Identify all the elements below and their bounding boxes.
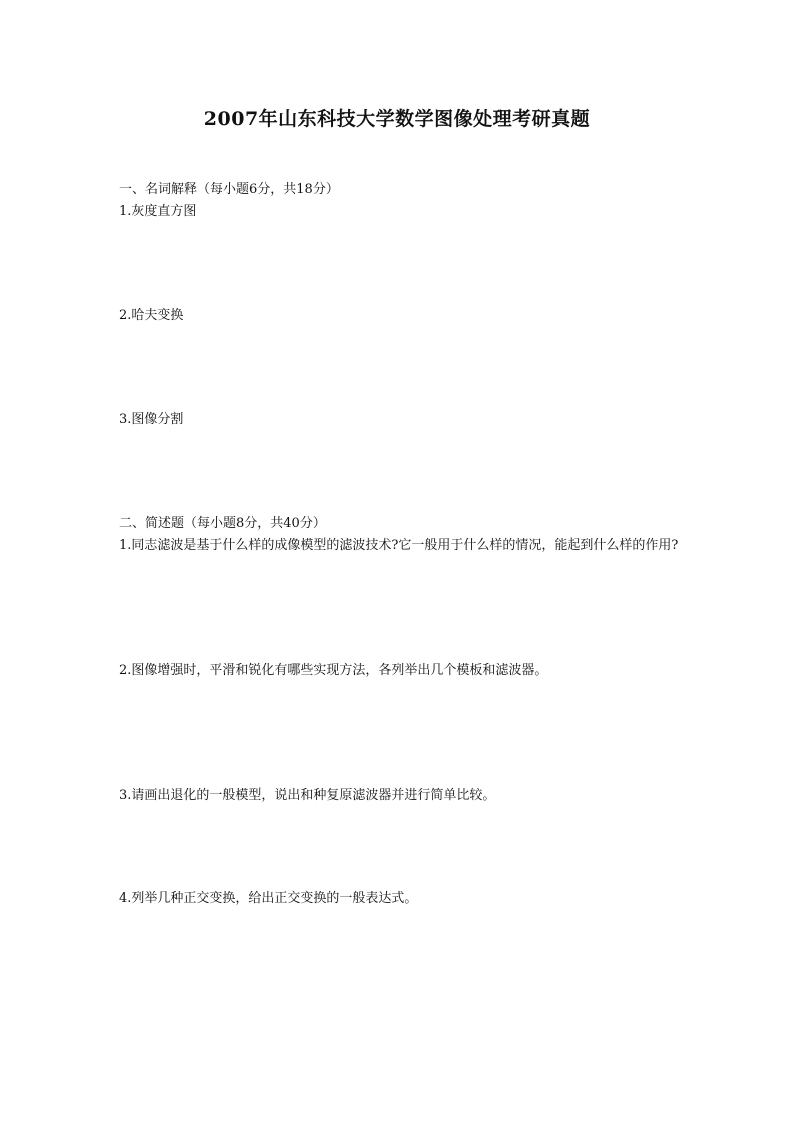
question-2-3: 3.请画出退化的一般模型，说出和种复原滤波器并进行简单比较。	[119, 788, 496, 803]
section-heading-1: 一、名词解释（每小题6分，共18分）	[119, 182, 339, 197]
document-title: 2007年山东科技大学数学图像处理考研真题	[203, 108, 591, 130]
question-1-2: 2.哈夫变换	[119, 308, 184, 323]
question-1-1: 1.灰度直方图	[119, 204, 197, 219]
question-2-1: 1.同志滤波是基于什么样的成像模型的滤波技术?它一般用于什么样的情况，能起到什么样的作用?	[119, 538, 679, 553]
section-heading-2: 二、简述题（每小题8分，共40分）	[119, 516, 326, 531]
question-1-3: 3.图像分割	[119, 412, 184, 427]
question-2-2: 2.图像增强时，平滑和锐化有哪些实现方法，各列举出几个模板和滤波器。	[119, 663, 548, 678]
question-2-4: 4.列举几种正交变换，给出正交变换的一般表达式。	[119, 891, 418, 906]
